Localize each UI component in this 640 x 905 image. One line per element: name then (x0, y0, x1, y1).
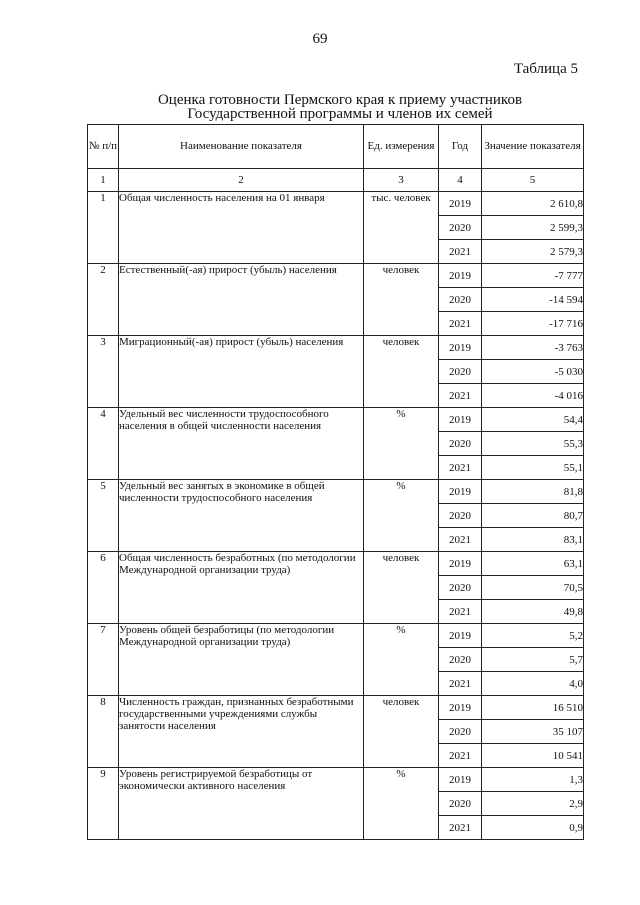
year-cell: 2020 (439, 360, 482, 384)
document-title (120, 93, 560, 121)
value-cell: 2 610,8 (482, 192, 584, 216)
row-number: 2 (88, 264, 119, 336)
year-cell: 2019 (439, 552, 482, 576)
unit-of-measure: человек (364, 264, 439, 336)
year-cell: 2020 (439, 504, 482, 528)
value-cell: 55,3 (482, 432, 584, 456)
row-number: 9 (88, 768, 119, 840)
year-cell: 2020 (439, 576, 482, 600)
row-number: 4 (88, 408, 119, 480)
year-cell: 2020 (439, 648, 482, 672)
indicator-name: Удельный вес занятых в экономике в общей численности трудоспособного населения (119, 480, 364, 552)
value-cell: 35 107 (482, 720, 584, 744)
value-cell: 10 541 (482, 744, 584, 768)
value-cell: 4,0 (482, 672, 584, 696)
year-cell: 2020 (439, 720, 482, 744)
column-number: 3 (364, 169, 439, 192)
indicator-name: Удельный вес численности трудоспособного населения в общей численности населения (119, 408, 364, 480)
value-cell: 81,8 (482, 480, 584, 504)
value-cell: 63,1 (482, 552, 584, 576)
year-cell: 2020 (439, 288, 482, 312)
value-cell: -14 594 (482, 288, 584, 312)
row-number: 6 (88, 552, 119, 624)
header-name: Наименование показателя (119, 125, 364, 169)
table-body (88, 192, 584, 840)
year-cell: 2019 (439, 480, 482, 504)
indicator-name: Уровень общей безработицы (по методологии Международной организации труда) (119, 624, 364, 696)
value-cell: 80,7 (482, 504, 584, 528)
unit-of-measure: тыс. человек (364, 192, 439, 264)
year-cell: 2019 (439, 624, 482, 648)
value-cell: 2 579,3 (482, 240, 584, 264)
title-line-2: Государственной программы и членов их семей (187, 106, 493, 122)
indicator-name: Численность граждан, признанных безработными государственными учреждениями службы занятости населения (119, 696, 364, 768)
table-row (88, 696, 584, 720)
year-cell: 2019 (439, 408, 482, 432)
unit-of-measure: человек (364, 336, 439, 408)
indicator-name: Естественный(-ая) прирост (убыль) населения (119, 264, 364, 336)
table-row (88, 408, 584, 432)
value-cell: 5,2 (482, 624, 584, 648)
value-cell: 83,1 (482, 528, 584, 552)
year-cell: 2021 (439, 816, 482, 840)
value-cell: 54,4 (482, 408, 584, 432)
table-row (88, 624, 584, 648)
table-caption: Таблица 5 (513, 61, 578, 77)
year-cell: 2021 (439, 528, 482, 552)
value-cell: -5 030 (482, 360, 584, 384)
year-cell: 2021 (439, 312, 482, 336)
unit-of-measure: % (364, 768, 439, 840)
year-cell: 2019 (439, 768, 482, 792)
year-cell: 2021 (439, 456, 482, 480)
column-number: 2 (119, 169, 364, 192)
value-cell: 2,9 (482, 792, 584, 816)
indicators-table (87, 124, 584, 840)
indicator-name: Уровень регистрируемой безработицы от экономически активного населения (119, 768, 364, 840)
column-numbers-row (88, 169, 584, 192)
header-value: Значение показателя (482, 125, 584, 169)
column-number: 5 (482, 169, 584, 192)
year-cell: 2020 (439, 792, 482, 816)
year-cell: 2021 (439, 240, 482, 264)
header-row (88, 125, 584, 169)
value-cell: 1,3 (482, 768, 584, 792)
value-cell: -3 763 (482, 336, 584, 360)
year-cell: 2019 (439, 192, 482, 216)
year-cell: 2021 (439, 384, 482, 408)
row-number: 7 (88, 624, 119, 696)
title-line-1: Оценка готовности Пермского края к приему участников (157, 92, 523, 108)
table-row (88, 192, 584, 216)
unit-of-measure: % (364, 480, 439, 552)
unit-of-measure: % (364, 408, 439, 480)
value-cell: 70,5 (482, 576, 584, 600)
indicator-name: Миграционный(-ая) прирост (убыль) населения (119, 336, 364, 408)
table-row (88, 768, 584, 792)
value-cell: 2 599,3 (482, 216, 584, 240)
value-cell: 0,9 (482, 816, 584, 840)
year-cell: 2020 (439, 216, 482, 240)
unit-of-measure: % (364, 624, 439, 696)
row-number: 1 (88, 192, 119, 264)
table-row (88, 480, 584, 504)
year-cell: 2019 (439, 696, 482, 720)
row-number: 5 (88, 480, 119, 552)
year-cell: 2020 (439, 432, 482, 456)
year-cell: 2019 (439, 264, 482, 288)
year-cell: 2021 (439, 600, 482, 624)
row-number: 8 (88, 696, 119, 768)
year-cell: 2021 (439, 744, 482, 768)
table-row (88, 336, 584, 360)
header-num: № п/п (88, 125, 119, 169)
value-cell: 16 510 (482, 696, 584, 720)
page-number: 69 (312, 31, 328, 47)
value-cell: -7 777 (482, 264, 584, 288)
value-cell: 49,8 (482, 600, 584, 624)
column-number: 4 (439, 169, 482, 192)
year-cell: 2021 (439, 672, 482, 696)
unit-of-measure: человек (364, 552, 439, 624)
header-unit: Ед. измерения (364, 125, 439, 169)
value-cell: -17 716 (482, 312, 584, 336)
indicator-name: Общая численность безработных (по методологии Международной организации труда) (119, 552, 364, 624)
year-cell: 2019 (439, 336, 482, 360)
value-cell: 5,7 (482, 648, 584, 672)
value-cell: -4 016 (482, 384, 584, 408)
table-row (88, 552, 584, 576)
row-number: 3 (88, 336, 119, 408)
header-year: Год (439, 125, 482, 169)
column-number: 1 (88, 169, 119, 192)
table-row (88, 264, 584, 288)
indicator-name: Общая численность населения на 01 января (119, 192, 364, 264)
value-cell: 55,1 (482, 456, 584, 480)
unit-of-measure: человек (364, 696, 439, 768)
